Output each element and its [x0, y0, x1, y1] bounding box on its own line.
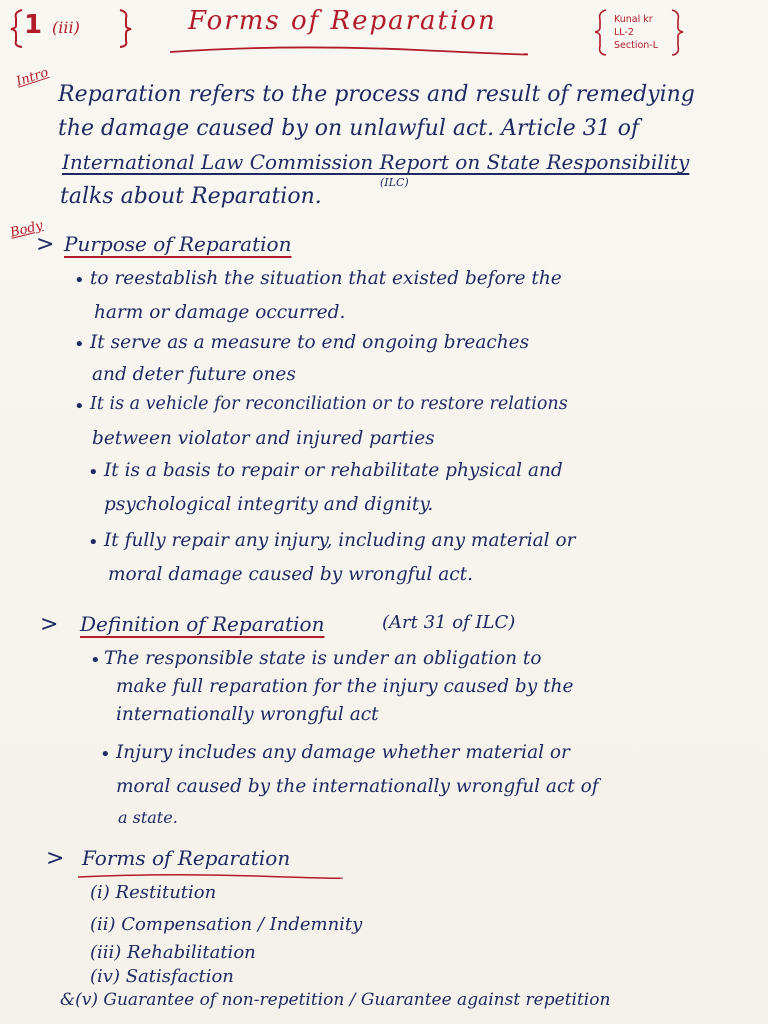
- forms-item-5: &(v) Guarantee of non-repetition / Guarantee against repetition: [60, 990, 611, 1010]
- purpose-bullet-3-line-1: It is a vehicle for reconciliation or to restore relations: [90, 394, 568, 414]
- forms-heading-text: Forms of Reparation: [82, 846, 291, 870]
- purpose-bullet-1-line-1: to reestablish the situation that existed before the: [90, 268, 562, 289]
- title-underline: [168, 42, 528, 58]
- intro-line-4: [60, 184, 322, 209]
- definition-heading: Definition of Reparation: [80, 612, 325, 636]
- purpose-bullet-5-line-1: It fully repair any injury, including any material or: [104, 530, 576, 551]
- definition-bullet-1-line-2: make full reparation for the injury caused by the: [116, 676, 574, 697]
- purpose-heading: Purpose of Reparation: [64, 232, 292, 256]
- body-tag: Body: [8, 218, 45, 241]
- intro-line-4-text: talks about Reparation.: [60, 184, 322, 209]
- bullet-dot: •: [88, 462, 99, 483]
- author-name: Kunal kr: [614, 14, 653, 25]
- definition-bullet-1-line-1: The responsible state is under an obligation to: [104, 648, 542, 669]
- arrow-icon: >: [40, 612, 59, 637]
- question-sub: (iii): [52, 18, 80, 37]
- forms-item-3: (iii) Rehabilitation: [90, 942, 256, 963]
- author-note: [594, 8, 684, 54]
- arrow-icon: >: [46, 846, 65, 871]
- forms-item-1: (i) Restitution: [90, 882, 217, 903]
- definition-bullet-2-line-2: moral caused by the internationally wrongful act of: [116, 776, 599, 797]
- forms-item-4: (iv) Satisfaction: [90, 966, 234, 987]
- purpose-bullet-4-line-2: psychological integrity and dignity.: [104, 494, 434, 515]
- page-title: [188, 6, 497, 36]
- forms-underline: [76, 872, 346, 882]
- intro-line-1: Reparation refers to the process and result of remedying: [58, 82, 695, 107]
- definition-bullet-1-line-3: internationally wrongful act: [116, 704, 379, 725]
- intro-line-2: the damage caused by on unlawful act. Article 31 of: [58, 116, 640, 141]
- question-number-box: [8, 6, 138, 48]
- page-title-text: Forms of Reparation: [188, 6, 497, 36]
- purpose-bullet-2-line-1: It serve as a measure to end ongoing breaches: [90, 332, 530, 353]
- bullet-dot: •: [90, 650, 101, 671]
- definition-bullet-2-line-1: Injury includes any damage whether material or: [116, 742, 570, 763]
- forms-heading: [82, 846, 290, 870]
- bullet-dot: •: [74, 396, 85, 417]
- intro-line-3: International Law Commission Report on State Responsibility: [62, 150, 690, 174]
- question-number: 1: [24, 10, 43, 40]
- definition-bullet-2-line-3: a state.: [118, 808, 178, 827]
- bullet-dot: •: [74, 334, 85, 355]
- purpose-bullet-2-line-2: and deter future ones: [92, 364, 296, 385]
- purpose-bullet-4-line-1: It is a basis to repair or rehabilitate physical and: [104, 460, 563, 481]
- bullet-dot: •: [100, 744, 111, 765]
- intro-tag: Intro: [14, 65, 51, 90]
- purpose-bullet-3-line-2: between violator and injured parties: [92, 428, 435, 449]
- author-class: LL-2: [614, 27, 634, 38]
- ilc-note: (ILC): [380, 176, 409, 189]
- bullet-dot: •: [88, 532, 99, 553]
- purpose-bullet-5-line-2: moral damage caused by wrongful act.: [108, 564, 473, 585]
- forms-item-2: (ii) Compensation / Indemnity: [90, 914, 363, 935]
- definition-heading-note: (Art 31 of ILC): [382, 612, 516, 633]
- purpose-bullet-1-line-2: harm or damage occurred.: [94, 302, 346, 323]
- author-section: Section-L: [614, 40, 659, 51]
- bullet-dot: •: [74, 270, 85, 291]
- arrow-icon: >: [36, 232, 55, 257]
